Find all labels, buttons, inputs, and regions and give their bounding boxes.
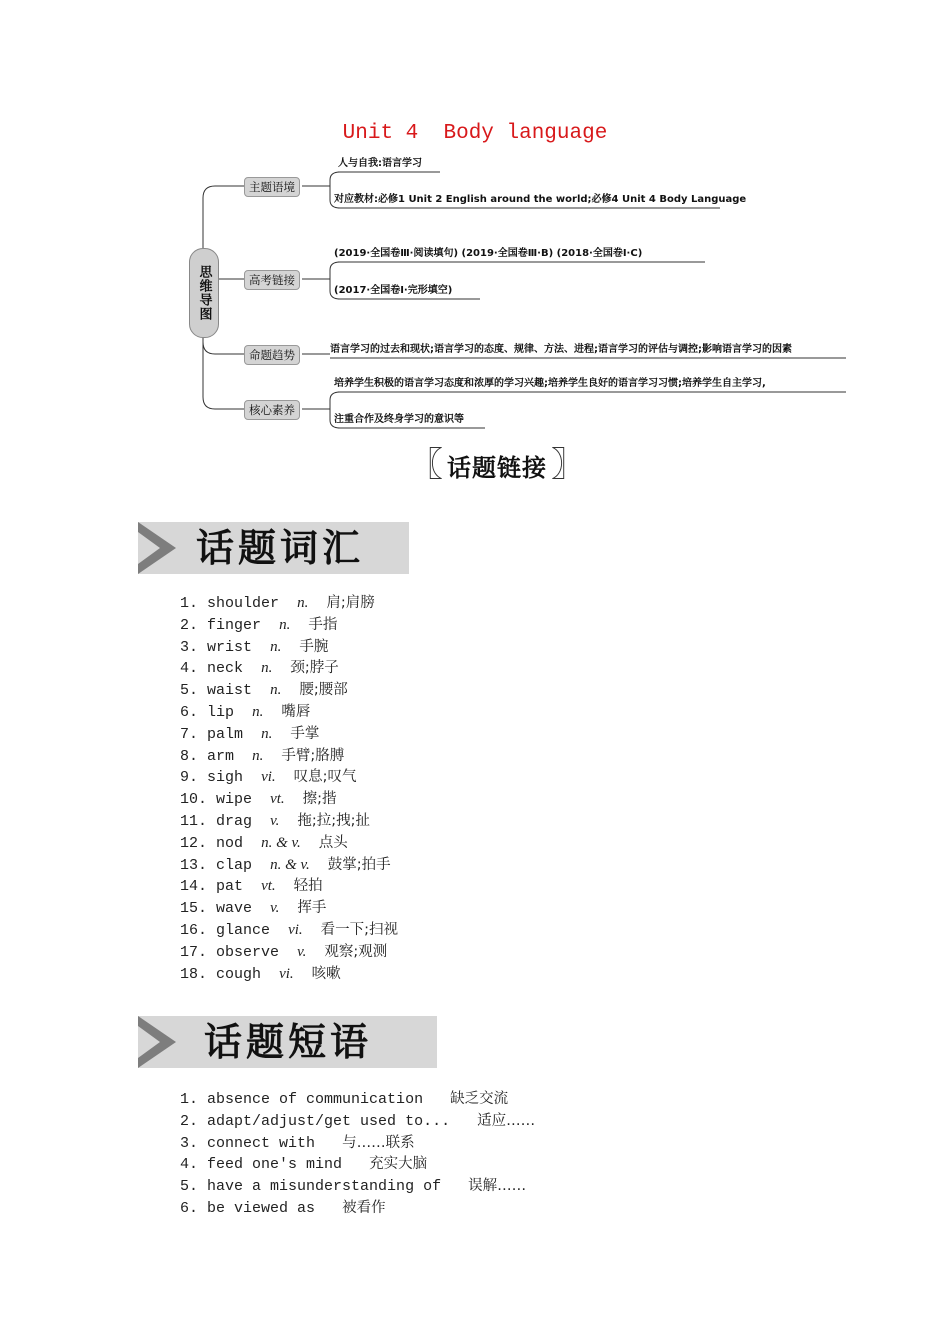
phrase-item [180,1154,535,1176]
vocab-part-of-speech: vi. [279,965,294,982]
mindmap-leaf: 对应教材:必修1 Unit 2 English around the world;必修4 Unit 4 Body Language [334,194,747,205]
vocab-word: nod [216,834,244,852]
vocab-part-of-speech: n. [270,638,282,655]
vocab-number: 18. [180,965,208,983]
vocab-banner [138,522,409,574]
vocab-meaning: 看一下;扫视 [320,921,399,938]
vocab-meaning: 叹息;叹气 [293,769,357,786]
vocab-item [180,702,398,724]
vocab-number: 16. [180,921,208,939]
vocab-word: wrist [207,638,253,656]
vocab-word: finger [207,616,262,634]
vocab-number: 2. [180,616,199,634]
phrase-text: absence of communication [207,1091,424,1108]
vocab-meaning: 手掌 [290,725,320,742]
vocab-number: 14. [180,878,208,896]
mindmap-leaf: 培养学生积极的语言学习态度和浓厚的学习兴趣;培养学生良好的语言学习习惯;培养学生自主学习, [334,378,766,389]
vocab-item [180,876,398,898]
vocab-item [180,964,398,986]
vocab-word: arm [207,747,235,765]
phrase-item [180,1111,535,1133]
vocab-part-of-speech: n. [252,703,264,720]
mindmap-leaf: 语言学习的过去和现状;语言学习的态度、规律、方法、进程;语言学习的评估与调控;影响语言学习的因素 [330,344,792,355]
vocab-meaning: 颈;脖子 [290,660,339,677]
vocab-part-of-speech: v. [297,943,307,960]
vocab-number: 3. [180,638,199,656]
vocab-part-of-speech: n. [270,682,282,699]
vocab-word: drag [216,812,253,830]
vocab-item [180,658,398,680]
vocab-meaning: 鼓掌;拍手 [327,856,391,873]
vocab-part-of-speech: vt. [270,791,285,808]
vocab-item [180,942,398,964]
vocab-word: lip [207,703,235,721]
vocab-meaning: 嘴唇 [281,703,311,720]
phrase-number: 4. [180,1156,199,1174]
topic-link-heading [408,446,586,484]
vocab-item [180,767,398,789]
mindmap-leaf: 注重合作及终身学习的意识等 [334,414,464,425]
vocab-item [180,593,398,615]
phrase-meaning: 被看作 [342,1199,386,1216]
arrow-inner-shape [138,532,160,564]
vocab-word: cough [216,965,262,983]
vocab-item [180,920,398,942]
vocab-item [180,615,398,637]
arrow-inner-shape [138,1026,160,1058]
vocab-word: observe [216,943,280,961]
vocab-meaning: 咳嗽 [311,965,341,982]
phrase-text: have a misunderstanding of [207,1178,442,1196]
vocab-part-of-speech: n. [279,616,291,633]
vocab-number: 15. [180,900,208,918]
phrase-meaning: 误解…… [468,1178,527,1195]
vocab-number: 12. [180,834,208,852]
vocab-item [180,833,398,855]
vocab-meaning: 手腕 [299,638,329,655]
phrase-text: connect with [207,1134,316,1152]
vocab-word: neck [207,660,244,678]
phrase-meaning: 充实大脑 [369,1156,428,1173]
vocab-meaning: 观察;观测 [324,943,388,960]
vocab-item [180,746,398,768]
mindmap-leaf: 人与自我:语言学习 [338,158,422,169]
vocab-number: 9. [180,769,199,787]
vocab-meaning: 拖;拉;拽;扯 [297,812,371,829]
mindmap-branch-theme: 主题语境 [244,177,300,197]
mindmap-leaf: (2019·全国卷Ⅲ·阅读填句) (2019·全国卷Ⅲ·B) (2018·全国卷Ⅰ·C) [334,248,643,259]
phrase-text: be viewed as [207,1199,316,1217]
phrase-text: adapt/adjust/get used to... [207,1112,451,1130]
vocab-word: glance [216,921,271,939]
phrase-meaning: 与……联系 [342,1134,415,1151]
phrases-list [180,1089,535,1220]
vocab-meaning: 手指 [308,616,338,633]
vocab-meaning: 手臂;胳膊 [281,747,345,764]
left-bracket: 〖 [409,445,443,485]
phrase-meaning: 缺乏交流 [450,1091,509,1107]
vocab-item [180,724,398,746]
phrase-text: feed one's mind [207,1156,343,1174]
vocab-item [180,898,398,920]
vocab-part-of-speech: n. [252,747,264,764]
vocab-item [180,811,398,833]
phrase-item [180,1176,535,1198]
phrase-item [180,1133,535,1155]
phrase-number: 3. [180,1134,199,1152]
mindmap-branch-core-literacy: 核心素养 [244,400,300,420]
vocab-word: palm [207,725,244,743]
vocab-number: 7. [180,725,199,743]
vocab-item [180,680,398,702]
vocab-number: 8. [180,747,199,765]
vocab-word: pat [216,878,244,896]
vocab-part-of-speech: vi. [288,921,303,938]
page-title: Unit 4 Body language [342,122,608,145]
vocab-list [180,593,398,985]
vocab-word: clap [216,856,253,874]
vocab-part-of-speech: vi. [261,769,276,786]
phrases-heading: 话题短语 [204,1020,373,1064]
vocab-word: shoulder [207,595,280,612]
vocab-part-of-speech: n. & v. [261,834,301,851]
phrase-item [180,1089,535,1111]
mindmap-lines [0,0,950,440]
phrase-item [180,1198,535,1220]
phrase-number: 6. [180,1199,199,1217]
vocab-part-of-speech: n. [261,660,273,677]
vocab-number: 17. [180,943,208,961]
vocab-meaning: 腰;腰部 [299,682,348,699]
vocab-part-of-speech: n. [297,595,309,611]
vocab-item [180,855,398,877]
vocab-word: wipe [216,791,253,809]
right-bracket: 〗 [551,445,585,485]
vocab-word: waist [207,682,253,700]
phrase-meaning: 适应…… [477,1112,536,1129]
topic-link-text: 话题链接 [447,453,547,482]
vocab-part-of-speech: n. & v. [270,856,310,873]
vocab-number: 1. [180,595,199,612]
vocab-item [180,637,398,659]
phrase-number: 5. [180,1178,199,1196]
vocab-item [180,789,398,811]
mindmap-branch-exam-links: 高考链接 [244,270,300,290]
mindmap-branch-trends: 命题趋势 [244,345,300,365]
vocab-number: 4. [180,660,199,678]
vocab-meaning: 轻拍 [293,878,323,895]
phrases-banner [138,1016,437,1068]
vocab-number: 11. [180,812,208,830]
vocab-meaning: 擦;揩 [302,791,337,808]
vocab-part-of-speech: vt. [261,878,276,895]
vocab-meaning: 点头 [318,834,348,851]
vocab-number: 5. [180,682,199,700]
vocab-number: 10. [180,791,208,809]
vocab-meaning: 挥手 [297,900,327,917]
vocab-part-of-speech: n. [261,725,273,742]
phrase-number: 1. [180,1091,199,1108]
phrase-number: 2. [180,1112,199,1130]
mindmap-leaf: (2017·全国卷Ⅰ·完形填空) [334,285,453,296]
vocab-word: sigh [207,769,244,787]
vocab-meaning: 肩;肩膀 [326,595,375,611]
vocab-part-of-speech: v. [270,900,280,917]
vocab-word: wave [216,900,253,918]
vocab-heading: 话题词汇 [196,526,365,570]
mindmap-center-node: 思维导图 [189,248,219,338]
vocab-number: 6. [180,703,199,721]
vocab-number: 13. [180,856,208,874]
vocab-part-of-speech: v. [270,812,280,829]
